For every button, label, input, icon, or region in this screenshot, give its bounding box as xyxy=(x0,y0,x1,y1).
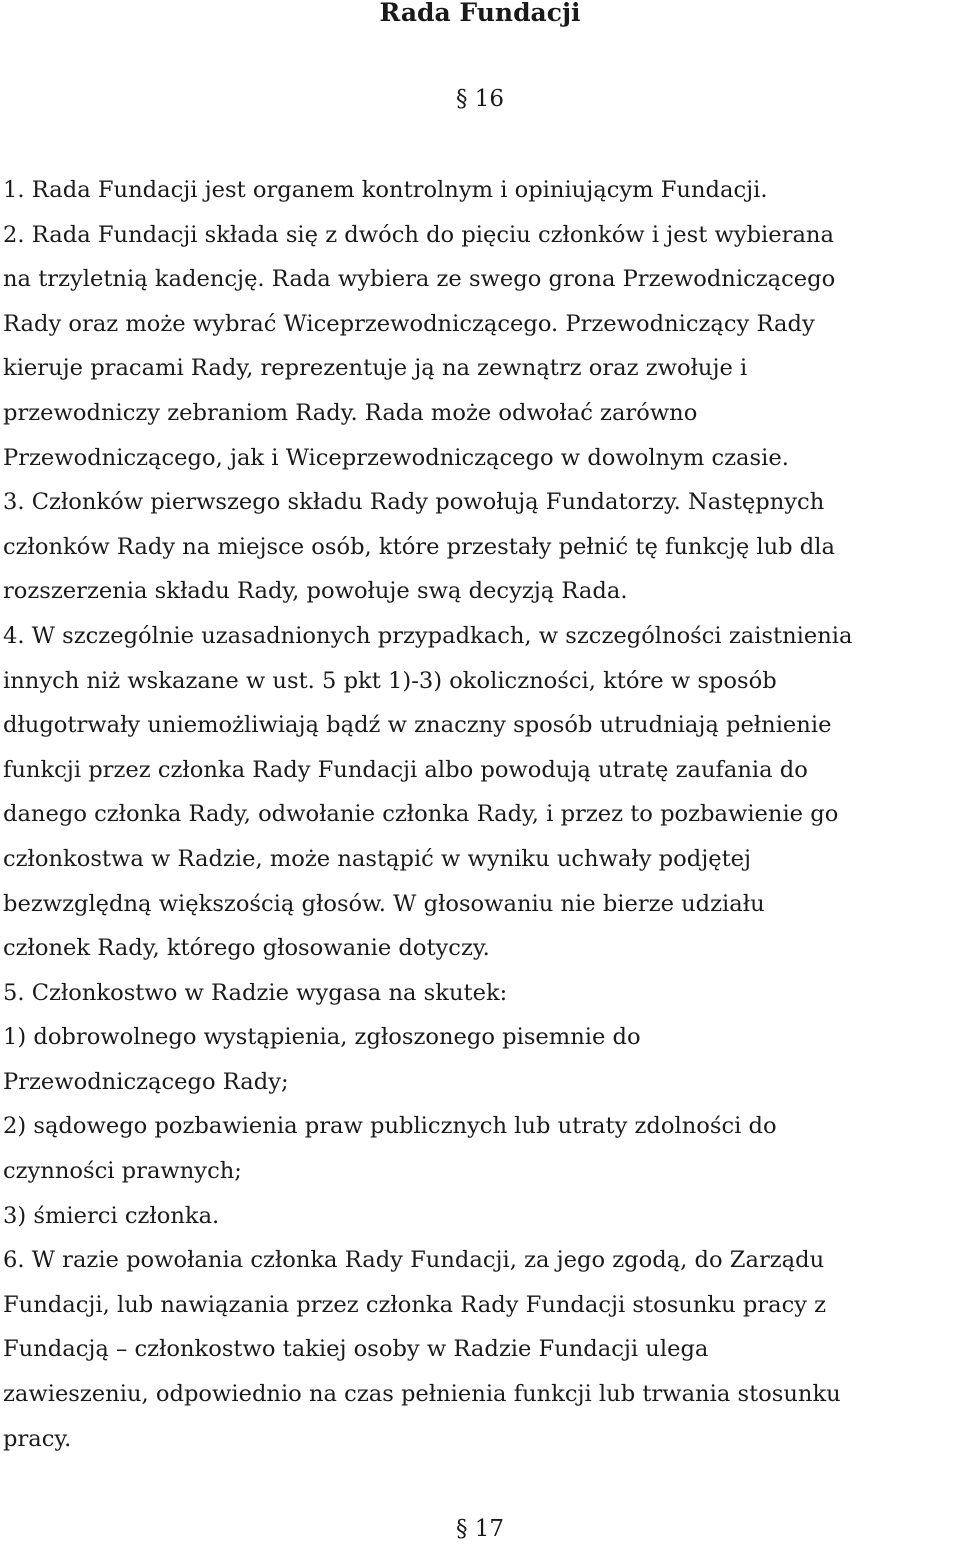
body-line: 2. Rada Fundacji składa się z dwóch do pięciu członków i jest wybierana xyxy=(3,221,834,248)
document-title: Rada Fundacji xyxy=(379,0,581,27)
body-line: danego członka Rady, odwołanie członka Rady, i przez to pozbawienie go xyxy=(3,801,839,828)
body-line: 3. Członków pierwszego składu Rady powołują Fundatorzy. Następnych xyxy=(3,489,825,516)
section-17-heading: § 17 xyxy=(455,1516,505,1542)
body-line: członków Rady na miejsce osób, które przestały pełnić tę funkcję lub dla xyxy=(3,533,835,560)
body-line: zawieszeniu, odpowiednio na czas pełnienia funkcji lub trwania stosunku xyxy=(3,1381,841,1408)
body-line: członek Rady, którego głosowanie dotyczy. xyxy=(3,935,490,962)
body-line: funkcji przez członka Rady Fundacji albo powodują utratę zaufania do xyxy=(3,756,808,783)
body-line: długotrwały uniemożliwiają bądź w znaczny sposób utrudniają pełnienie xyxy=(3,712,832,739)
body-line: 3) śmierci członka. xyxy=(3,1202,220,1229)
body-line: na trzyletnią kadencję. Rada wybiera ze swego grona Przewodniczącego xyxy=(3,266,836,293)
body-line: rozszerzenia składu Rady, powołuje swą decyzją Rada. xyxy=(3,578,628,605)
body-line: 6. W razie powołania członka Rady Fundacji, za jego zgodą, do Zarządu xyxy=(3,1247,825,1274)
body-line: Fundacją – członkostwo takiej osoby w Radzie Fundacji ulega xyxy=(3,1336,709,1363)
body-line: Rady oraz może wybrać Wiceprzewodniczącego. Przewodniczący Rady xyxy=(3,310,815,337)
body-line: Fundacji, lub nawiązania przez członka Rady Fundacji stosunku pracy z xyxy=(3,1291,827,1318)
body-line: czynności prawnych; xyxy=(3,1158,242,1185)
body-line: 1. Rada Fundacji jest organem kontrolnym i opiniującym Fundacji. xyxy=(3,177,768,203)
document-body xyxy=(3,168,960,1461)
body-line: bezwzględną większością głosów. W głosowaniu nie bierze udziału xyxy=(3,890,765,917)
body-line: Przewodniczącego Rady; xyxy=(3,1068,289,1095)
body-line: pracy. xyxy=(3,1425,72,1452)
body-line: 5. Członkostwo w Radzie wygasa na skutek: xyxy=(3,979,508,1006)
body-line: członkostwa w Radzie, może nastąpić w wyniku uchwały podjętej xyxy=(3,845,752,872)
body-line: 4. W szczególnie uzasadnionych przypadkach, w szczególności zaistnienia xyxy=(3,622,853,649)
body-line: przewodniczy zebraniom Rady. Rada może odwołać zarówno xyxy=(3,399,698,426)
body-line: Przewodniczącego, jak i Wiceprzewodniczącego w dowolnym czasie. xyxy=(3,444,789,471)
body-line: kieruje pracami Rady, reprezentuje ją na zewnątrz oraz zwołuje i xyxy=(3,355,748,382)
body-line: 2) sądowego pozbawienia praw publicznych lub utraty zdolności do xyxy=(3,1113,777,1140)
section-16-heading: § 16 xyxy=(455,86,505,112)
body-line: innych niż wskazane w ust. 5 pkt 1)-3) okoliczności, które w sposób xyxy=(3,667,777,694)
body-line: 1) dobrowolnego wystąpienia, zgłoszonego pisemnie do xyxy=(3,1024,641,1051)
